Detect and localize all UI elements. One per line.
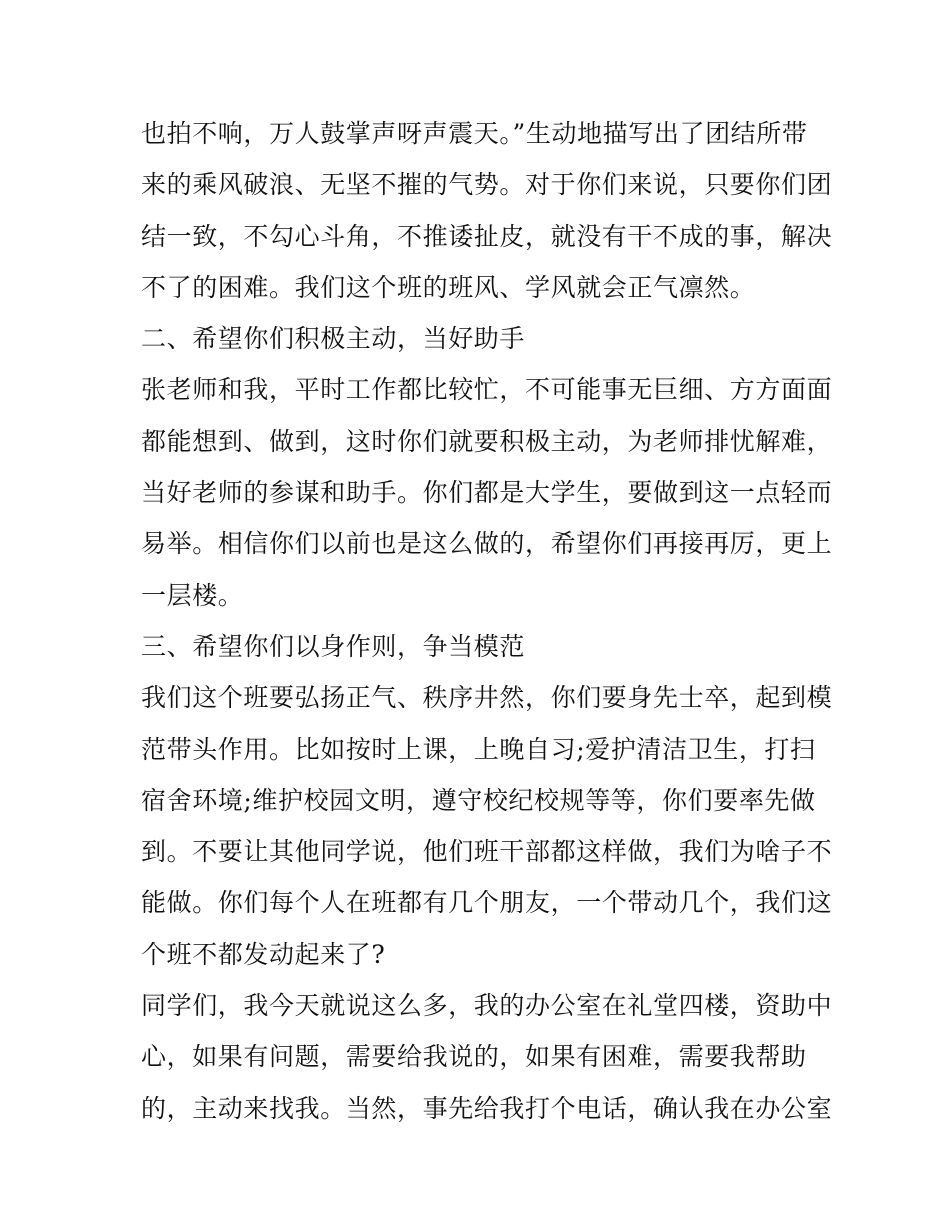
text-line: 不了的困难。我们这个班的班风、学风就会正气凛然。	[141, 272, 756, 302]
text-line: 个班不都发动起来了?	[141, 939, 386, 969]
text-line: 易举。相信你们以前也是这么做的，希望你们再接再厉，更上	[141, 529, 833, 559]
text-line: 到。不要让其他同学说，他们班干部都这样做，我们为啥子不	[141, 837, 833, 867]
text-line: 我们这个班要弘扬正气、秩序井然，你们要身先士卒，起到模	[141, 683, 833, 713]
section-heading: 三、希望你们以身作则，争当模范	[141, 631, 526, 661]
text-line: 也拍不响，万人鼓掌声呀声震天。”生动地描写出了团结所带	[141, 119, 808, 148]
text-line: 当好老师的参谋和助手。你们都是大学生，要做到这一点轻而	[141, 478, 833, 508]
text-line: 心，如果有问题，需要给我说的，如果有困难，需要我帮助	[141, 1042, 807, 1072]
section-heading: 二、希望你们积极主动，当好助手	[141, 324, 526, 354]
text-line: 同学们，我今天就说这么多，我的办公室在礼堂四楼，资助中	[141, 991, 833, 1021]
text-line: 范带头作用。比如按时上课，上晚自习;爱护清洁卫生，打扫	[141, 734, 816, 764]
text-line: 结一致，不勾心斗角，不推诿扯皮，就没有干不成的事，解决	[141, 221, 833, 251]
text-line: 能做。你们每个人在班都有几个朋友，一个带动几个，我们这	[141, 888, 833, 918]
text-line: 来的乘风破浪、无坚不摧的气势。对于你们来说，只要你们团	[141, 170, 833, 200]
text-line: 张老师和我，平时工作都比较忙，不可能事无巨细、方方面面	[141, 375, 833, 405]
text-line: 都能想到、做到，这时你们就要积极主动，为老师排忧解难，	[141, 426, 833, 456]
text-line: 宿舍环境;维护校园文明，遵守校纪校规等等，你们要率先做	[141, 785, 816, 815]
text-line: 的，主动来找我。当然，事先给我打个电话，确认我在办公室	[141, 1093, 833, 1123]
text-line: 一层楼。	[141, 580, 244, 610]
document-body	[141, 108, 833, 1134]
